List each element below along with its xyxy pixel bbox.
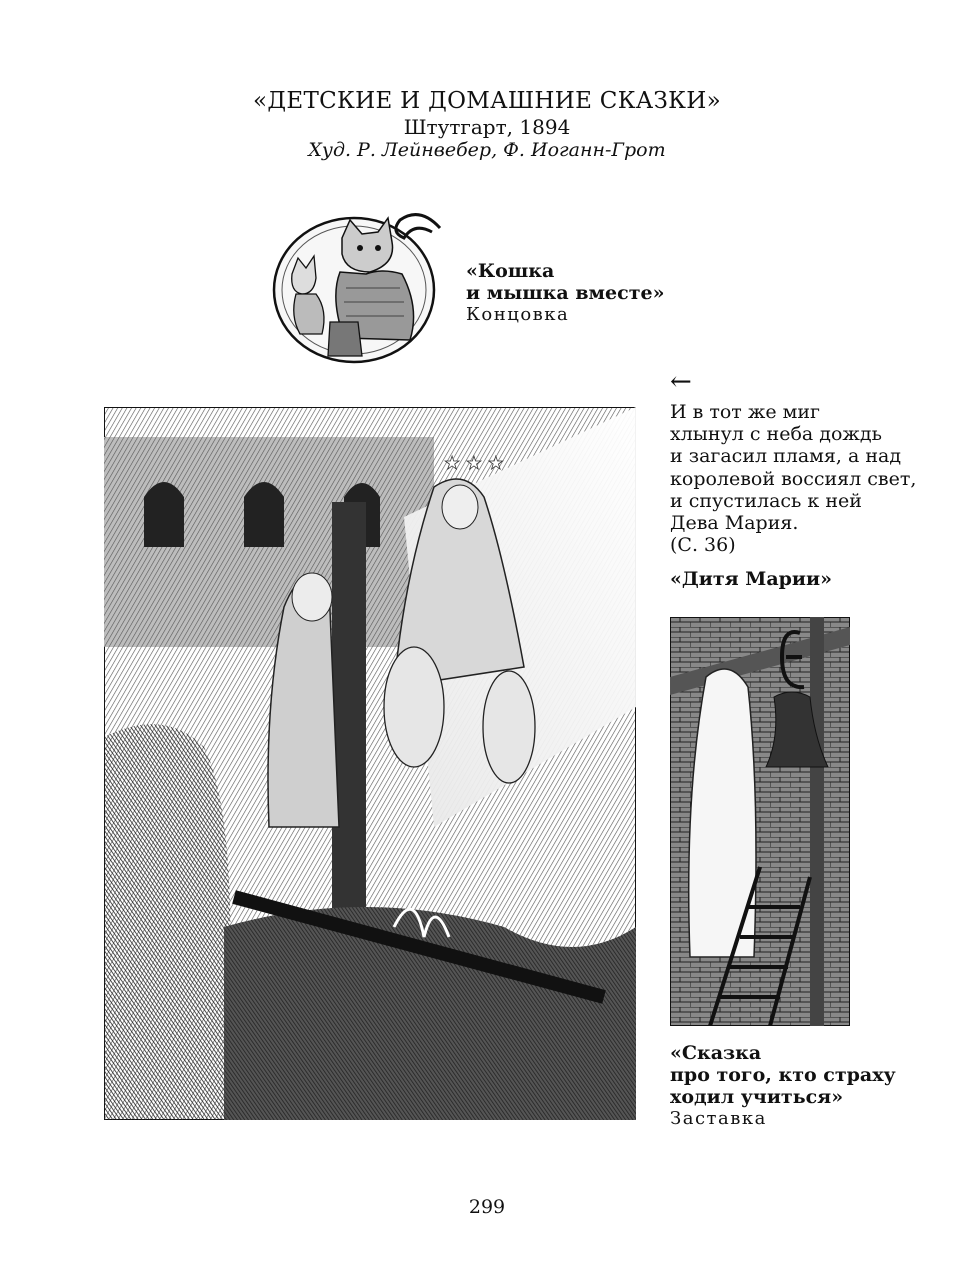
fear-tale-type: Заставка: [670, 1108, 767, 1129]
cat-mouse-type: Концовка: [466, 304, 570, 325]
queen-at-stake-engraving: [104, 407, 636, 1120]
mary-child-quote: И в тот же миг хлынул с неба дождь и загасил пламя, а над королевой воссиял свет, и спустилась к ней Дева Мария. (С. 36): [670, 401, 917, 557]
cat-mouse-caption: «Кошка и мышка вместе» Концовка: [466, 260, 665, 325]
fear-tale-caption: «Сказка про того, кто страху ходил учиться» Заставка: [670, 1042, 896, 1129]
ghost-bell-engraving: [670, 617, 850, 1026]
place-year: Штутгарт, 1894: [403, 115, 571, 139]
arrow-left-icon: ←: [670, 367, 692, 397]
book-title: «ДЕТСКИЕ И ДОМАШНИЕ СКАЗКИ»: [253, 88, 721, 114]
svg-text:★ ★ ★: ★ ★ ★: [444, 453, 504, 474]
page-number: 299: [468, 1196, 506, 1218]
mary-child-title: «Дитя Марии»: [670, 568, 832, 590]
cat-mouse-illustration: [270, 198, 448, 366]
artists-credit: Худ. Р. Лейнвебер, Ф. Иоганн-Грот: [308, 139, 666, 161]
